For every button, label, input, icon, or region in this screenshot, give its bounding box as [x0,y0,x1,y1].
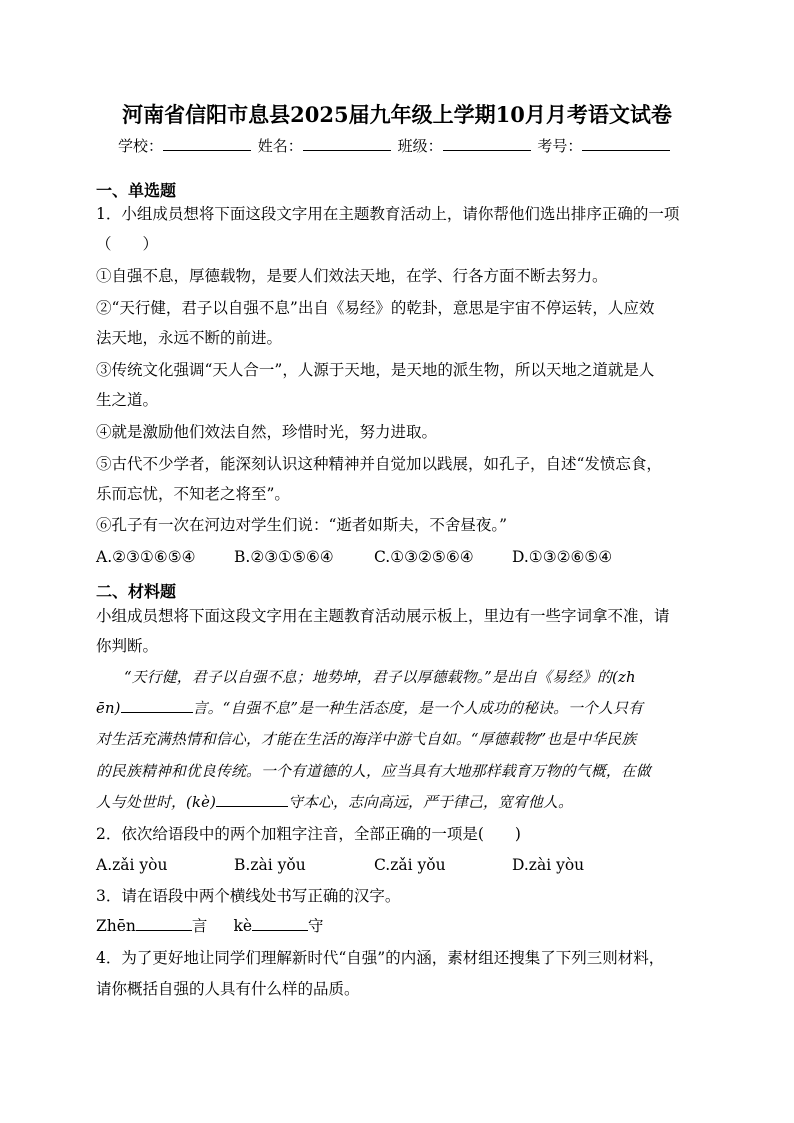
section-heading-1: 一、单选题 [96,181,177,200]
q3-suffix-yan: 言 [191,917,208,935]
school-label: 学校： [118,137,164,155]
name-label: 姓名： [257,137,303,155]
passage-line-1: “天行健，君子以自强不息；地势坤，君子以厚德载物。”是出自《易经》的(zh [124,669,636,686]
q4-stem-a: 4．为了更好地让同学们理解新时代“自强”的内涵，素材组还搜集了下列三则材料， [96,949,665,967]
sentence-5b: 乐而忘忧，不知老之将至”。 [96,485,290,503]
q3-suffix-shou: 守 [308,917,324,935]
passage-line-5-prefix: 人与处世时，(kè) [96,794,217,811]
q2-options [96,854,696,876]
q2-option-c[interactable]: C.zǎi yǒu [374,856,446,874]
q2-option-b[interactable]: B.zài yǒu [234,856,306,874]
material-intro-a: 小组成员想将下面这段文字用在主题教育活动展示板上，里边有一些字词拿不准，请 [96,607,670,625]
class-blank[interactable] [443,136,531,151]
name-blank[interactable] [303,136,391,151]
sentence-6: ⑥孔子有一次在河边对学生们说：“逝者如斯夫，不舍昼夜。” [96,516,508,534]
blank-ke[interactable] [216,792,288,807]
passage-line-3: 对生活充满热情和信心，才能在生活的海洋中游弋自如。“厚德载物”也是中华民族 [96,731,637,748]
blank-zhen[interactable] [121,698,193,713]
sentence-5a: ⑤古代不少学者，能深刻认识这种精神并自觉加以践展，如孔子，自述“发愤忘食， [96,455,662,473]
exam-number-label: 考号： [537,137,583,155]
q3-stem: 3．请在语段中两个横线处书写正确的汉字。 [96,887,401,905]
section-heading-2: 二、材料题 [96,582,177,601]
passage-line-4: 的民族精神和优良传统。一个有道德的人，应当具有大地那样载育万物的气概，在做 [96,763,651,780]
q2-option-d[interactable]: D.zài yòu [512,856,585,874]
q4-stem-b: 请你概括自强的人具有什么样的品质。 [96,980,360,998]
passage-line-5-text: 守本心，志向高远，严于律己，宽宥他人。 [288,794,574,811]
passage-line-2-text: 言。“自强不息”是一种生活态度，是一个人成功的秘诀。一个人只有 [192,700,644,717]
q1-option-d[interactable]: D.①③②⑥⑤④ [512,548,613,566]
q1-option-a[interactable]: A.②③①⑥⑤④ [96,548,196,566]
q1-stem: 1．小组成员想将下面这段文字用在主题教育活动上，请你帮他们选出排序正确的一项 [96,205,680,223]
q3-blank-zhen[interactable] [136,916,192,931]
sentence-3b: 生之道。 [96,391,159,409]
q3-pinyin-ke: kè [233,917,253,935]
q1-options [96,546,696,568]
page-title: 河南省信阳市息县2025届九年级上学期10月月考语文试卷 [122,102,672,127]
sentence-4: ④就是激励他们效法自然，珍惜时光，努力进取。 [96,423,438,441]
pinyin-zhen-fragment: ēn) [96,700,121,717]
q1-option-c[interactable]: C.①③②⑤⑥④ [374,548,474,566]
q3-blank-ke[interactable] [252,916,308,931]
class-label: 班级： [397,137,443,155]
q2-stem: 2．依次给语段中的两个加粗字注音，全部正确的一项是( ) [96,825,521,843]
sentence-1: ①自强不息，厚德载物，是要人们效法天地，在学、行各方面不断去努力。 [96,267,608,285]
material-intro-b: 你判断。 [96,637,159,655]
school-blank[interactable] [163,136,251,151]
passage-line-5 [96,792,696,814]
sentence-2a: ②“天行健，君子以自强不息”出自《易经》的乾卦，意思是宇宙不停运转，人应效 [96,299,655,317]
q1-bracket: （ ） [96,235,159,253]
q3-answer-row [96,915,696,937]
student-info-row [118,135,698,157]
sentence-3a: ③传统文化强调“天人合一”，人源于天地，是天地的派生物，所以天地之道就是人 [96,361,655,379]
q1-option-b[interactable]: B.②③①⑤⑥④ [234,548,334,566]
passage-line-2 [96,698,696,720]
exam-number-blank[interactable] [582,136,670,151]
q2-option-a[interactable]: A.zǎi yòu [96,856,168,874]
sentence-2b: 法天地，永远不断的前进。 [96,329,283,347]
q3-pinyin-zhen: Zhēn [96,917,136,935]
